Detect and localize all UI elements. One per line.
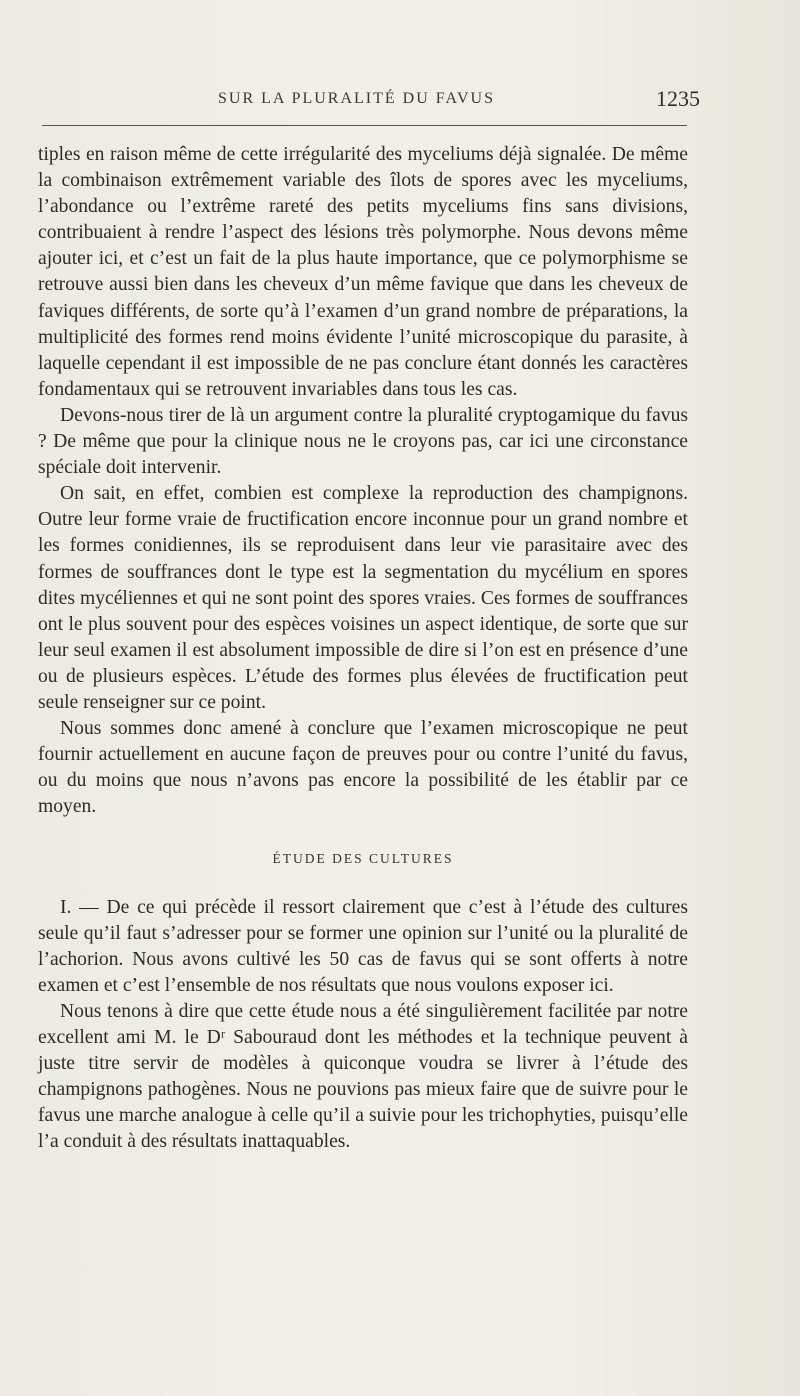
paragraph-2: Devons-nous tirer de là un argument contre la pluralité cryptogamique du favus ? De même que pour la clinique nous ne le croyons pas, car ici une circonstance spéciale doit intervenir. <box>38 404 688 479</box>
body-text <box>38 142 688 1155</box>
paragraph-3: On sait, en effet, combien est complexe la reproduction des champignons. Outre leur forme vraie de fructification encore inconnue pour un grand nombre et les formes conidiennes, ils se reproduisent dans leur vie parasitaire avec des formes de souffrances dont le type est la segmentation du mycélium en spores dites mycéliennes et qui ne sont point des spores vraies. Ces formes de souffrances ont le plus souvent pour des espèces voisines un aspect identique, de sorte que sur leur seul examen il est absolument impossible de dire si l’on est en présence d’une ou de plusieurs espèces. L’étude des formes plus élevées de fructification peut seule renseigner sur ce point. <box>38 483 688 713</box>
running-title: SUR LA PLURALITÉ DU FAVUS <box>218 90 495 107</box>
page-number: 1235 <box>656 86 700 111</box>
paragraph-4: Nous sommes donc amené à conclure que l’examen microscopique ne peut fournir actuellement en aucune façon de preuves pour ou contre l’unité du favus, ou du moins que nous n’avons pas encore la possibilité de les établir par ce moyen. <box>38 718 688 818</box>
paragraph-5: I. — De ce qui précède il ressort clairement que c’est à l’étude des cultures seule qu’il faut s’adresser pour se former une opinion sur l’unité ou la pluralité de l’achorion. Nous avons cultivé les 50 cas de favus qui se sont offerts à notre examen et c’est l’ensemble de nos résultats que nous voulons exposer ici. <box>38 896 688 996</box>
header-rule <box>42 125 687 126</box>
paragraph-1: tiples en raison même de cette irrégularité des myceliums déjà signalée. De même la combinaison extrêmement variable des îlots de spores avec les myceliums, l’abondance ou l’extrême rareté des petits myceliums fins sans divisions, contribuaient à rendre l’aspect des lésions très polymorphe. Nous devons même ajouter ici, et c’est un fait de la plus haute importance, que ce polymorphisme se retrouve aussi bien dans les cheveux d’un même favique que dans les cheveux de faviques différents, de sorte qu’à l’examen d’un grand nombre de préparations, la multiplicité des formes rend moins évidente l’unité microscopique du parasite, à laquelle cependant il est impossible de ne pas conclure étant donnés les caractères fondamentaux qui se retrouvent invariables dans tous les cas. <box>38 144 688 400</box>
section-heading: ÉTUDE DES CULTURES <box>272 851 454 867</box>
paragraph-6: Nous tenons à dire que cette étude nous a été singulièrement facilitée par notre excellent ami M. le Dʳ Sabouraud dont les méthodes et la technique peuvent à juste titre servir de modèles à quiconque voudra se livrer à l’étude des champignons pathogènes. Nous ne pouvions pas mieux faire que de suivre pour le favus une marche analogue à celle qu’il a suivie pour les trichophyties, puisqu’elle l’a conduit à des résultats inattaquables. <box>38 1000 688 1153</box>
page-header <box>40 86 700 116</box>
